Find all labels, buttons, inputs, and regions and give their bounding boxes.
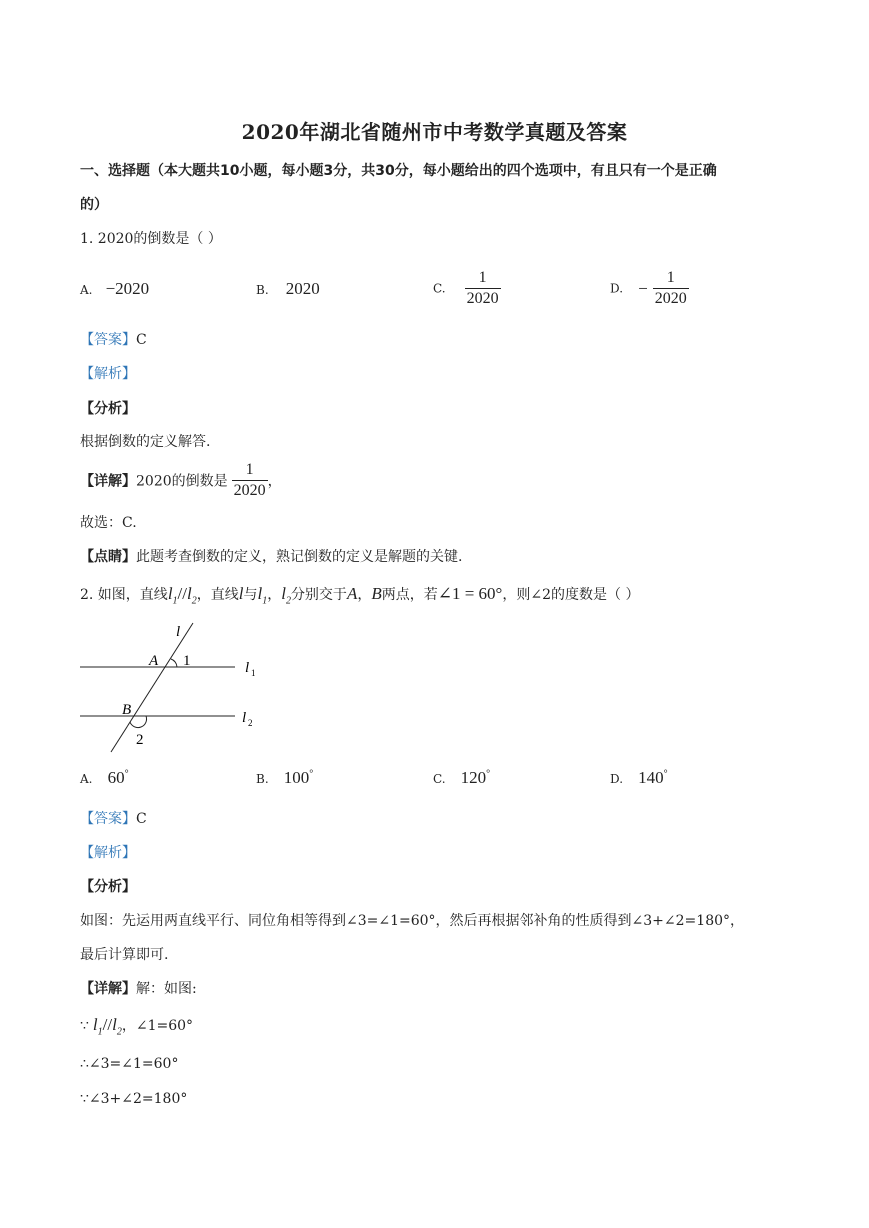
option-fraction <box>653 268 689 309</box>
label-l1-sub: 1 <box>251 668 256 678</box>
fraction-numerator: 1 <box>478 269 487 286</box>
option-label: D. <box>610 281 624 296</box>
answer-tag: 【答案】 <box>80 332 136 348</box>
xiangjie-text: 解：如图: <box>136 981 197 997</box>
option-label: D. <box>610 772 624 786</box>
q2-step-1: ∵ $l_1//l_2$，∠1=60° <box>80 1015 194 1038</box>
q1-stem: 1. 2020的倒数是（ ） <box>80 231 222 247</box>
l2-symbol: $l_2$ <box>281 584 291 607</box>
l-symbol: l <box>238 584 244 603</box>
label-1: 1 <box>183 653 191 669</box>
stem-text: 2. 如图，直线 <box>80 587 168 603</box>
angle-1-arc <box>171 659 177 667</box>
dianjing-tag: 【点睛】 <box>80 549 136 565</box>
xiangjie-tag: 【详解】 <box>80 981 136 997</box>
stem-text: 两点，若 <box>381 587 438 603</box>
q1-answer <box>80 329 147 349</box>
l1-symbol: $l_1$ <box>257 584 268 607</box>
q2-xiangjie <box>80 978 197 998</box>
line-l <box>111 623 193 752</box>
l2-symbol: $l_2$ <box>112 1015 122 1038</box>
degree-sign: ° <box>124 768 129 780</box>
label-l2-sub: 2 <box>248 718 253 728</box>
because-symbol: ∵ <box>80 1018 89 1034</box>
q1-fenxi-text: 根据倒数的定义解答. <box>80 434 211 450</box>
stem-text: ，直线 <box>196 587 239 603</box>
option-label: B. <box>256 283 269 297</box>
q2-fenxi-text-2: 最后计算即可. <box>80 947 169 963</box>
answer-value: C <box>136 332 147 348</box>
q1-jiexi: 【解析】 <box>80 366 136 382</box>
label-l1: l <box>245 660 250 676</box>
fraction-denominator: 2020 <box>233 482 266 499</box>
option-value: −2020 <box>105 279 150 298</box>
answer-value: C <box>136 811 147 827</box>
angle-condition: ∠1 = 60° <box>437 584 503 603</box>
option-value: 100 <box>283 768 310 787</box>
section-heading-line2: 的） <box>80 197 108 213</box>
q1-option-b <box>256 279 320 299</box>
q2-fenxi-text-1: 如图：先运用两直线平行、同位角相等得到∠3=∠1=60°，然后再根据邻补角的性质得到∠3+∠2=180°， <box>80 913 745 929</box>
page-title: 2020年湖北省随州市中考数学真题及答案 <box>241 120 628 144</box>
stem-text: ， <box>357 587 372 603</box>
fraction-numerator: 1 <box>245 461 254 478</box>
fraction-denominator: 2020 <box>466 290 499 307</box>
xiangjie-text: 2020的倒数是 <box>136 473 228 490</box>
fraction-denominator: 2020 <box>654 290 687 307</box>
stem-text: ， <box>267 587 282 603</box>
degree-sign: ° <box>486 768 491 780</box>
stem-text: ，则∠2的度数是（ ） <box>502 587 640 603</box>
stem-text: 与 <box>243 587 258 603</box>
option-fraction <box>465 268 501 309</box>
q1-xiangjie <box>80 460 282 501</box>
q2-step-3: ∵∠3+∠2=180° <box>80 1091 188 1107</box>
q1-option-d <box>610 268 689 309</box>
q2-answer <box>80 808 147 828</box>
label-l: l <box>176 624 181 640</box>
label-b: B <box>122 702 132 718</box>
section-heading-line1: 一、选择题（本大题共10小题，每小题3分，共30分，每小题给出的四个选项中，有且只有一个是正确 <box>80 163 717 179</box>
xiangjie-tag: 【详解】 <box>80 473 136 490</box>
parallel-lines-figure <box>78 618 268 758</box>
q2-jiexi: 【解析】 <box>80 845 136 861</box>
q1-guxuan: 故选：C. <box>80 515 137 531</box>
minus-sign: − <box>638 278 648 298</box>
q1-option-c <box>433 268 501 309</box>
dianjing-text: 此题考查倒数的定义，熟记倒数的定义是解题的关键. <box>136 549 463 565</box>
option-value: 120 <box>460 768 487 787</box>
degree-sign: ° <box>309 768 314 780</box>
stem-text: 分别交于 <box>290 587 347 603</box>
option-label: A. <box>80 772 93 786</box>
point-b: B <box>371 584 382 603</box>
option-value: 60 <box>107 768 125 787</box>
q1-fenxi: 【分析】 <box>80 401 136 417</box>
q2-option-a <box>80 768 129 788</box>
q2-option-c <box>433 768 490 788</box>
q2-option-b <box>256 768 313 788</box>
xiangjie-fraction <box>232 460 268 501</box>
option-label: C. <box>433 772 446 786</box>
degree-sign: ° <box>663 768 668 780</box>
fraction-numerator: 1 <box>666 269 675 286</box>
option-value: 140 <box>638 768 664 787</box>
answer-tag: 【答案】 <box>80 811 136 827</box>
xiangjie-comma: ， <box>267 473 282 490</box>
step-tail: ，∠1=60° <box>121 1018 194 1034</box>
point-a: A <box>346 584 358 603</box>
q2-option-d <box>610 768 668 788</box>
q2-stem: 2. 如图，直线$l_1//l_2$，直线l与$l_1$，$l_2$分别交于A，B两点，若∠1 = 60°，则∠2的度数是（ ） <box>80 584 640 607</box>
label-2: 2 <box>136 732 144 748</box>
option-label: A. <box>80 283 93 297</box>
l2-symbol: $l_2$ <box>187 584 197 607</box>
label-l2: l <box>242 710 247 726</box>
option-label: B. <box>256 772 269 786</box>
option-value: 2020 <box>285 279 320 298</box>
l1-symbol: $l_1$ <box>92 1015 103 1038</box>
q2-step-2: ∴∠3=∠1=60° <box>80 1056 179 1072</box>
q1-option-a <box>80 279 149 299</box>
option-label: C. <box>433 281 446 296</box>
l1-symbol: $l_1$ <box>167 584 178 607</box>
q2-fenxi: 【分析】 <box>80 879 136 895</box>
label-a: A <box>149 653 159 669</box>
q1-dianjing <box>80 546 462 566</box>
